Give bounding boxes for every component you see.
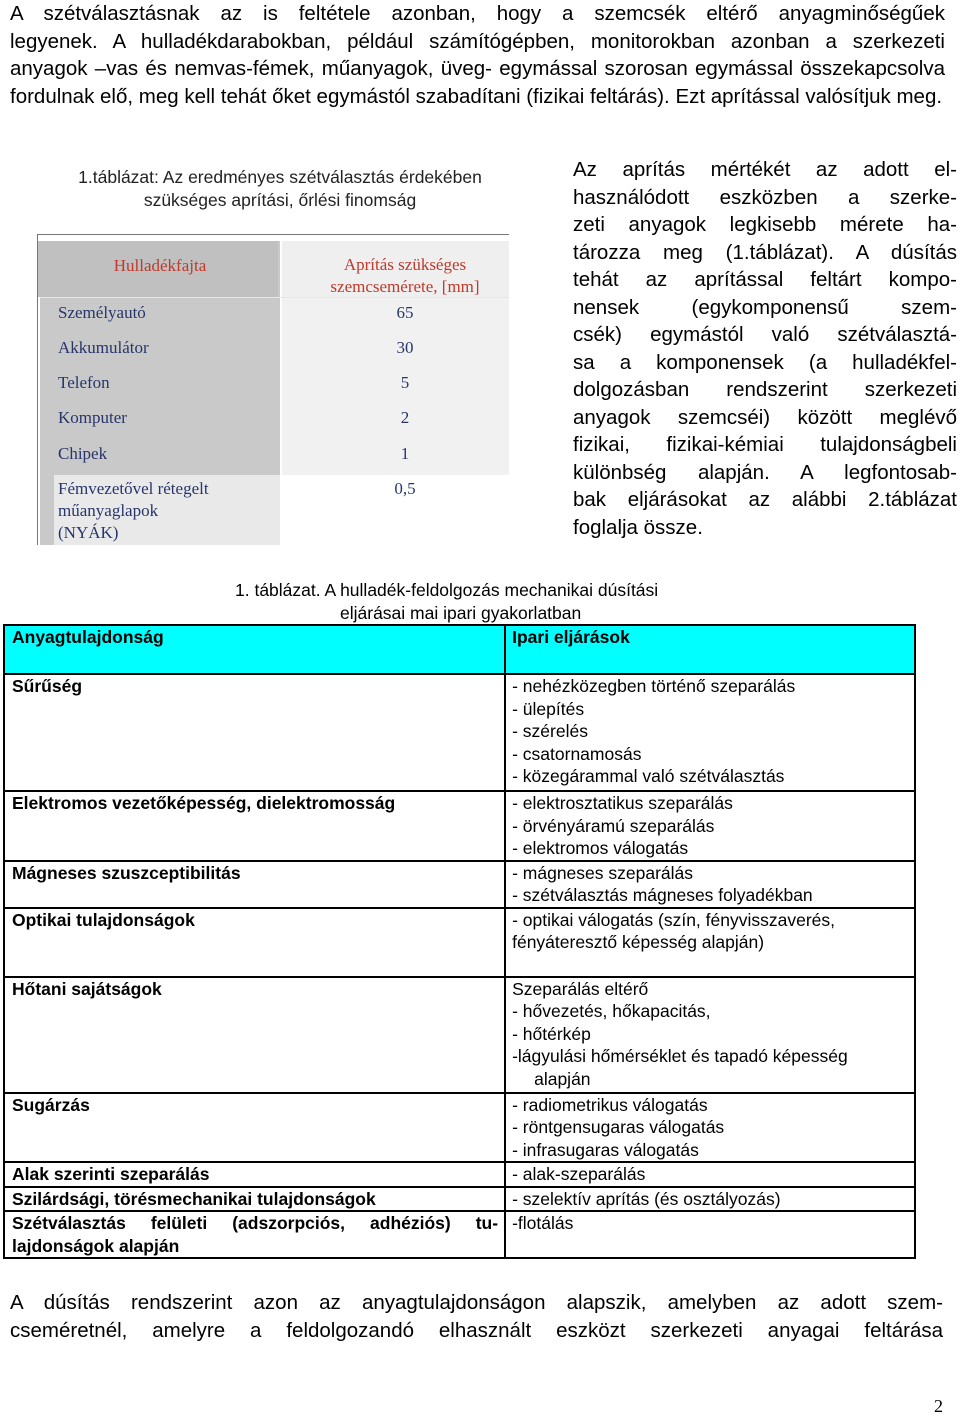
method-item: Szeparálás eltérő xyxy=(512,978,649,999)
table2-header-row xyxy=(4,625,915,674)
method-item: - hőtérkép xyxy=(512,1023,591,1044)
table-row xyxy=(4,791,915,861)
table2-methods xyxy=(505,861,915,908)
method-item: - szérelés xyxy=(512,721,588,741)
method-item: - elektrosztatikus szeparálás xyxy=(512,793,733,813)
table-row xyxy=(4,977,915,1093)
table1-row-value: 5 xyxy=(400,373,410,392)
table1-row-label: Telefon xyxy=(58,373,110,392)
side-line: nensek (egykomponensű szem- xyxy=(573,295,957,319)
table-row xyxy=(4,908,915,977)
table-row xyxy=(4,1093,915,1163)
table2-caption-line2: eljárásai mai ipari gyakorlatban xyxy=(340,602,582,623)
table1-row-label: Személyautó xyxy=(58,303,146,322)
table1-header-col2-line2: szemcsemérete, [mm] xyxy=(330,277,480,296)
table2-property-line2: lajdonságok alapján xyxy=(12,1235,180,1256)
side-line: tározza meg (1.táblázat). A dúsítás xyxy=(573,240,957,264)
table2-property: Hőtani sajátságok xyxy=(4,977,505,1093)
table-row xyxy=(4,861,915,908)
table2-header-col1: Anyagtulajdonság xyxy=(4,625,505,674)
table2-methods xyxy=(505,1211,915,1258)
table2-property: Szilárdsági, törésmechanikai tulajdonságok xyxy=(4,1187,505,1212)
side-line: zeti anyagok legkisebb mérete ha- xyxy=(573,213,957,236)
table1-row-label: Chipek xyxy=(58,444,108,463)
table2-methods xyxy=(505,1093,915,1163)
method-item: -lágyulási hőmérséklet és tapadó képesség xyxy=(512,1046,848,1066)
method-item: - alak-szeparálás xyxy=(512,1164,646,1184)
table2-methods xyxy=(505,674,915,791)
table1 xyxy=(37,234,509,545)
table2-property-line1: Szétválasztás felületi (adszorpciós, adhéziós) tu- xyxy=(12,1213,499,1233)
method-item: - elektromos válogatás xyxy=(512,838,689,858)
table-row xyxy=(4,1187,915,1212)
method-item: - röntgensugaras válogatás xyxy=(512,1117,725,1137)
table1-header-col2 xyxy=(282,254,509,298)
method-item: - infrasugaras válogatás xyxy=(512,1139,699,1160)
side-line: fizikai, fizikai-kémiai tulajdonságbeli xyxy=(573,433,957,456)
table2-header-col2: Ipari eljárások xyxy=(505,625,915,674)
side-line: tehát az aprítással feltárt kompo- xyxy=(573,268,957,291)
table2-methods xyxy=(505,1187,915,1212)
table2-caption-line1: 1. táblázat. A hulladék-feldolgozás mechanikai dúsítási xyxy=(235,580,659,600)
table2 xyxy=(3,624,916,1259)
intro-rest: legyenek. A hulladékdarabokban, például számítógépben, monitorokban azonban a szerkezeti anyagok –vas és nemvas-fémek, műanyagok, üveg- egymással szorosan egymással összekapcsolva fordulnak elő, meg kell tehát őket egymástól szabadítani (fizikai feltárás). Ezt aprítással valósítjuk meg. xyxy=(10,29,945,108)
method-item: - hővezetés, hőkapacitás, xyxy=(512,1001,711,1021)
table1-row-label: Komputer xyxy=(58,408,127,427)
method-item: - ülepítés xyxy=(512,698,585,719)
side-line: különbség alapján. A legfontosab- xyxy=(573,460,957,484)
table1-row-label-line3: (NYÁK) xyxy=(58,523,119,542)
table2-property: Sűrűség xyxy=(4,674,505,791)
table2-property: Elektromos vezetőképesség, dielektromosság xyxy=(4,791,505,861)
table1-row-value: 30 xyxy=(396,338,414,357)
table1-row-value: 1 xyxy=(400,444,410,463)
method-item: - mágneses szeparálás xyxy=(512,862,694,883)
table2-property xyxy=(4,1211,505,1258)
side-line: sa a komponensek (a hulladékfel- xyxy=(573,350,957,374)
intro-paragraph xyxy=(10,0,945,110)
page-number: 2 xyxy=(934,1396,943,1416)
table1-header-col1: Hulladékfajta xyxy=(113,256,207,275)
bottom-line: cseméretnél, amelyre a feldolgozandó elhasznált eszközt szerkezeti anyagai feltárása xyxy=(10,1318,943,1342)
side-paragraph xyxy=(573,156,957,541)
method-item: - örvényáramú szeparálás xyxy=(512,815,715,836)
table2-methods xyxy=(505,791,915,861)
method-item: - csatornamosás xyxy=(512,743,642,764)
method-item: fényáteresztő képesség alapján) xyxy=(512,932,765,952)
table1-separator xyxy=(40,297,509,298)
table2-property: Mágneses szuszceptibilitás xyxy=(4,861,505,908)
table1-caption-line1: 1.táblázat: Az eredményes szétválasztás érdekében xyxy=(78,167,482,187)
intro-line-1: A szétválasztásnak az is feltétele azonban, hogy a szemcsék eltérő anyagminőségűek xyxy=(10,2,945,25)
table2-property: Sugárzás xyxy=(4,1093,505,1163)
side-line: használódott eszközben a szerke- xyxy=(573,185,957,209)
side-line: csék) egymástól való szétválasztá- xyxy=(573,323,957,346)
table1-row-label: Akkumulátor xyxy=(58,338,149,357)
table2-methods xyxy=(505,977,915,1093)
table1-row-label-line2: műanyaglapok xyxy=(58,501,159,520)
method-item: alapján xyxy=(534,1068,591,1089)
method-item: - nehézközegben történő szeparálás xyxy=(512,676,796,696)
table2-methods xyxy=(505,908,915,977)
table-row xyxy=(4,1162,915,1187)
side-line: Az aprítás mértékét az adott el- xyxy=(573,158,957,181)
table1-row-label-line1: Fémvezetővel rétegelt xyxy=(58,479,209,498)
table-row xyxy=(4,674,915,791)
method-item: - közegárammal való szétválasztás xyxy=(512,766,785,786)
method-item: - szelektív aprítás (és osztályozás) xyxy=(512,1188,781,1209)
table-row xyxy=(4,1211,915,1258)
method-item: - optikai válogatás (szín, fényvisszaverés, xyxy=(512,909,836,930)
table1-caption-line2: szükséges aprítási, őrlési finomság xyxy=(143,190,417,210)
table1-row-value: 0,5 xyxy=(394,479,416,498)
table2-property: Alak szerinti szeparálás xyxy=(4,1162,505,1187)
table1-caption xyxy=(30,166,530,212)
method-item: - szétválasztás mágneses folyadékban xyxy=(512,885,813,905)
method-item: -flotálás xyxy=(512,1213,574,1233)
table2-property: Optikai tulajdonságok xyxy=(4,908,505,977)
table1-row-value: 2 xyxy=(400,408,410,427)
side-line: bak eljárásokat az alábbi 2.táblázat xyxy=(573,488,957,511)
method-item: - radiometrikus válogatás xyxy=(512,1094,708,1115)
side-line: dolgozásban rendszerint szerkezeti xyxy=(573,378,957,401)
bottom-line: A dúsítás rendszerint azon az anyagtulajdonságon alapszik, amelyben az adott szem- xyxy=(10,1291,943,1314)
bottom-paragraph xyxy=(10,1289,943,1344)
side-line: foglalja össze. xyxy=(573,515,703,539)
table2-caption xyxy=(235,579,735,624)
table1-row-value: 65 xyxy=(396,303,414,322)
side-line: anyagok szemcséi) között meglévő xyxy=(573,405,957,429)
table1-header-col2-line1: Aprítás szükséges xyxy=(343,255,467,274)
table2-methods xyxy=(505,1162,915,1187)
table1-row-label-multiline xyxy=(58,478,209,544)
